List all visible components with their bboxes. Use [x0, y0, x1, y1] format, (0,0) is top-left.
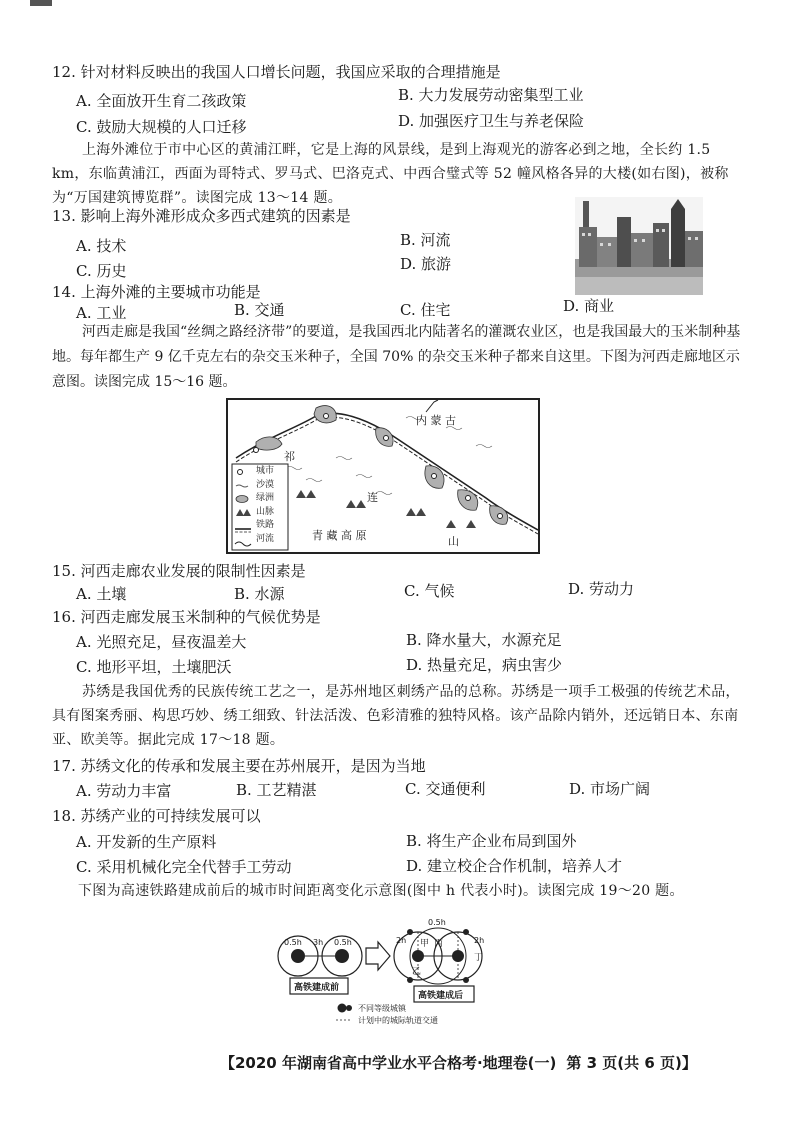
- q13-option-b: B. 河流: [400, 231, 451, 249]
- q14-stem: 14. 上海外滩的主要城市功能是: [52, 283, 261, 301]
- city-bing: 丙: [434, 939, 444, 949]
- city-ding: 丁: [474, 953, 484, 963]
- legend-railway: 铁路: [256, 520, 275, 530]
- map-label-qingzang: 青 藏 高 原: [312, 529, 367, 542]
- passage-suxiu: 苏绣是我国优秀的民族传统工艺之一，是苏州地区刺绣产品的总称。苏绣是一项手工极强的传统艺术品，具有图案秀丽、构思巧妙、绣工细致、针法活泼、色彩清雅的独特风格。该产品除内销外，还远销日本、东南亚、欧美等。据此完成 17～18 题。: [52, 684, 740, 748]
- q18-option-a: A. 开发新的生产原料: [76, 833, 217, 851]
- q15-option-c: C. 气候: [404, 582, 455, 600]
- after-time-right: 2h: [474, 936, 485, 945]
- q13-option-c: C. 历史: [76, 262, 127, 280]
- legend-city: 城市: [256, 466, 275, 476]
- page-footer: [220, 1052, 707, 1073]
- label-before: 高铁建成前: [294, 983, 340, 993]
- q12-option-b: B. 大力发展劳动密集型工业: [398, 86, 584, 104]
- q17-option-c: C. 交通便利: [405, 780, 486, 798]
- map-label-qi: 祁: [284, 450, 295, 463]
- q17-option-b: B. 工艺精湛: [236, 781, 317, 799]
- q16-option-d: D. 热量充足，病虫害少: [406, 656, 563, 674]
- after-time-left: 2h: [396, 936, 407, 945]
- q14-option-c: C. 住宅: [400, 301, 451, 319]
- legend-town: 不同等级城镇: [358, 1004, 406, 1013]
- label-after: 高铁建成后: [418, 991, 464, 1001]
- before-time-b: 0.5h: [334, 938, 352, 947]
- legend-desert: 沙漠: [256, 479, 275, 490]
- before-time-mid: 3h: [313, 938, 324, 947]
- q14-option-a: A. 工业: [76, 304, 127, 322]
- bund-photo: [575, 197, 703, 295]
- q12-option-c: C. 鼓励大规模的人口迁移: [76, 118, 247, 136]
- city-jia: 甲: [420, 939, 430, 949]
- footer-title: 【2020 年湖南省高中学业水平合格考·地理卷(一): [220, 1054, 557, 1072]
- q18-option-d: D. 建立校企合作机制，培养人才: [406, 857, 623, 875]
- q17-stem: 17. 苏绣文化的传承和发展主要在苏州展开，是因为当地: [52, 757, 426, 775]
- q12-stem: 12. 针对材料反映出的我国人口增长问题，我国应采取的合理措施是: [52, 63, 501, 81]
- legend-river: 河流: [256, 533, 275, 544]
- map-label-shan: 山: [448, 535, 459, 548]
- map-label-lian: 连: [367, 491, 378, 504]
- footer-page-number: 第 3 页(共 6 页)】: [566, 1054, 697, 1072]
- after-time-top: 0.5h: [428, 918, 446, 927]
- scan-mark: [30, 0, 52, 6]
- before-time-a: 0.5h: [284, 938, 302, 947]
- q18-option-b: B. 将生产企业布局到国外: [406, 832, 577, 850]
- legend-oasis: 绿洲: [256, 493, 275, 503]
- q13-option-d: D. 旅游: [400, 255, 452, 273]
- rail-diagram: [268, 912, 500, 1030]
- q15-option-d: D. 劳动力: [568, 580, 635, 598]
- map-legend-labels: [256, 465, 274, 546]
- passage-hexi: 河西走廊是我国“丝绸之路经济带”的要道，是我国西北内陆著名的灌溉农业区，也是我国最大的玉米制种基地。每年都生产 9 亿千克左右的杂交玉米种子，全国 70% 的杂交玉米种子都来自这里。下图为河西走廊地区示意图。读图完成 15～16 题。: [52, 324, 741, 390]
- hexi-map: [226, 398, 540, 554]
- q13-option-a: A. 技术: [76, 237, 127, 255]
- q15-stem: 15. 河西走廊农业发展的限制性因素是: [52, 562, 306, 580]
- q18-option-c: C. 采用机械化完全代替手工劳动: [76, 858, 292, 876]
- q16-option-c: C. 地形平坦，土壤肥沃: [76, 658, 232, 676]
- passage-rail: 下图为高速铁路建成前后的城市时间距离变化示意图(图中 h 代表小时)。读图完成 19～20 题。: [78, 883, 684, 899]
- city-yi: 乙: [412, 967, 422, 977]
- q17-option-d: D. 市场广阔: [569, 780, 651, 798]
- q16-option-b: B. 降水量大，水源充足: [406, 631, 562, 649]
- q12-option-d: D. 加强医疗卫生与养老保险: [398, 112, 585, 130]
- q14-option-d: D. 商业: [563, 297, 615, 315]
- q12-option-a: A. 全面放开生育二孩政策: [76, 92, 247, 110]
- legend-intercity-rail: 计划中的城际轨道交通: [358, 1016, 438, 1025]
- q16-stem: 16. 河西走廊发展玉米制种的气候优势是: [52, 608, 321, 626]
- q15-option-b: B. 水源: [234, 585, 285, 603]
- map-label-neimenggu: 内 蒙 古: [416, 414, 456, 427]
- legend-mountain: 山脉: [256, 506, 275, 517]
- q17-option-a: A. 劳动力丰富: [76, 782, 172, 800]
- q14-option-b: B. 交通: [234, 301, 285, 319]
- q16-option-a: A. 光照充足，昼夜温差大: [76, 633, 247, 651]
- passage-waitan: 上海外滩位于市中心区的黄浦江畔，它是上海的风景线，是到上海观光的游客必到之地，全长约 1.5 km，东临黄浦江，西面为哥特式、罗马式、巴洛克式、中西合璧式等 52 幢风格各异的大楼(如右图)，被称为“万国建筑博览群”。读图完成 13～14 题。: [52, 142, 729, 206]
- q18-stem: 18. 苏绣产业的可持续发展可以: [52, 807, 261, 825]
- q15-option-a: A. 土壤: [76, 585, 127, 603]
- q13-stem: 13. 影响上海外滩形成众多西式建筑的因素是: [52, 207, 351, 225]
